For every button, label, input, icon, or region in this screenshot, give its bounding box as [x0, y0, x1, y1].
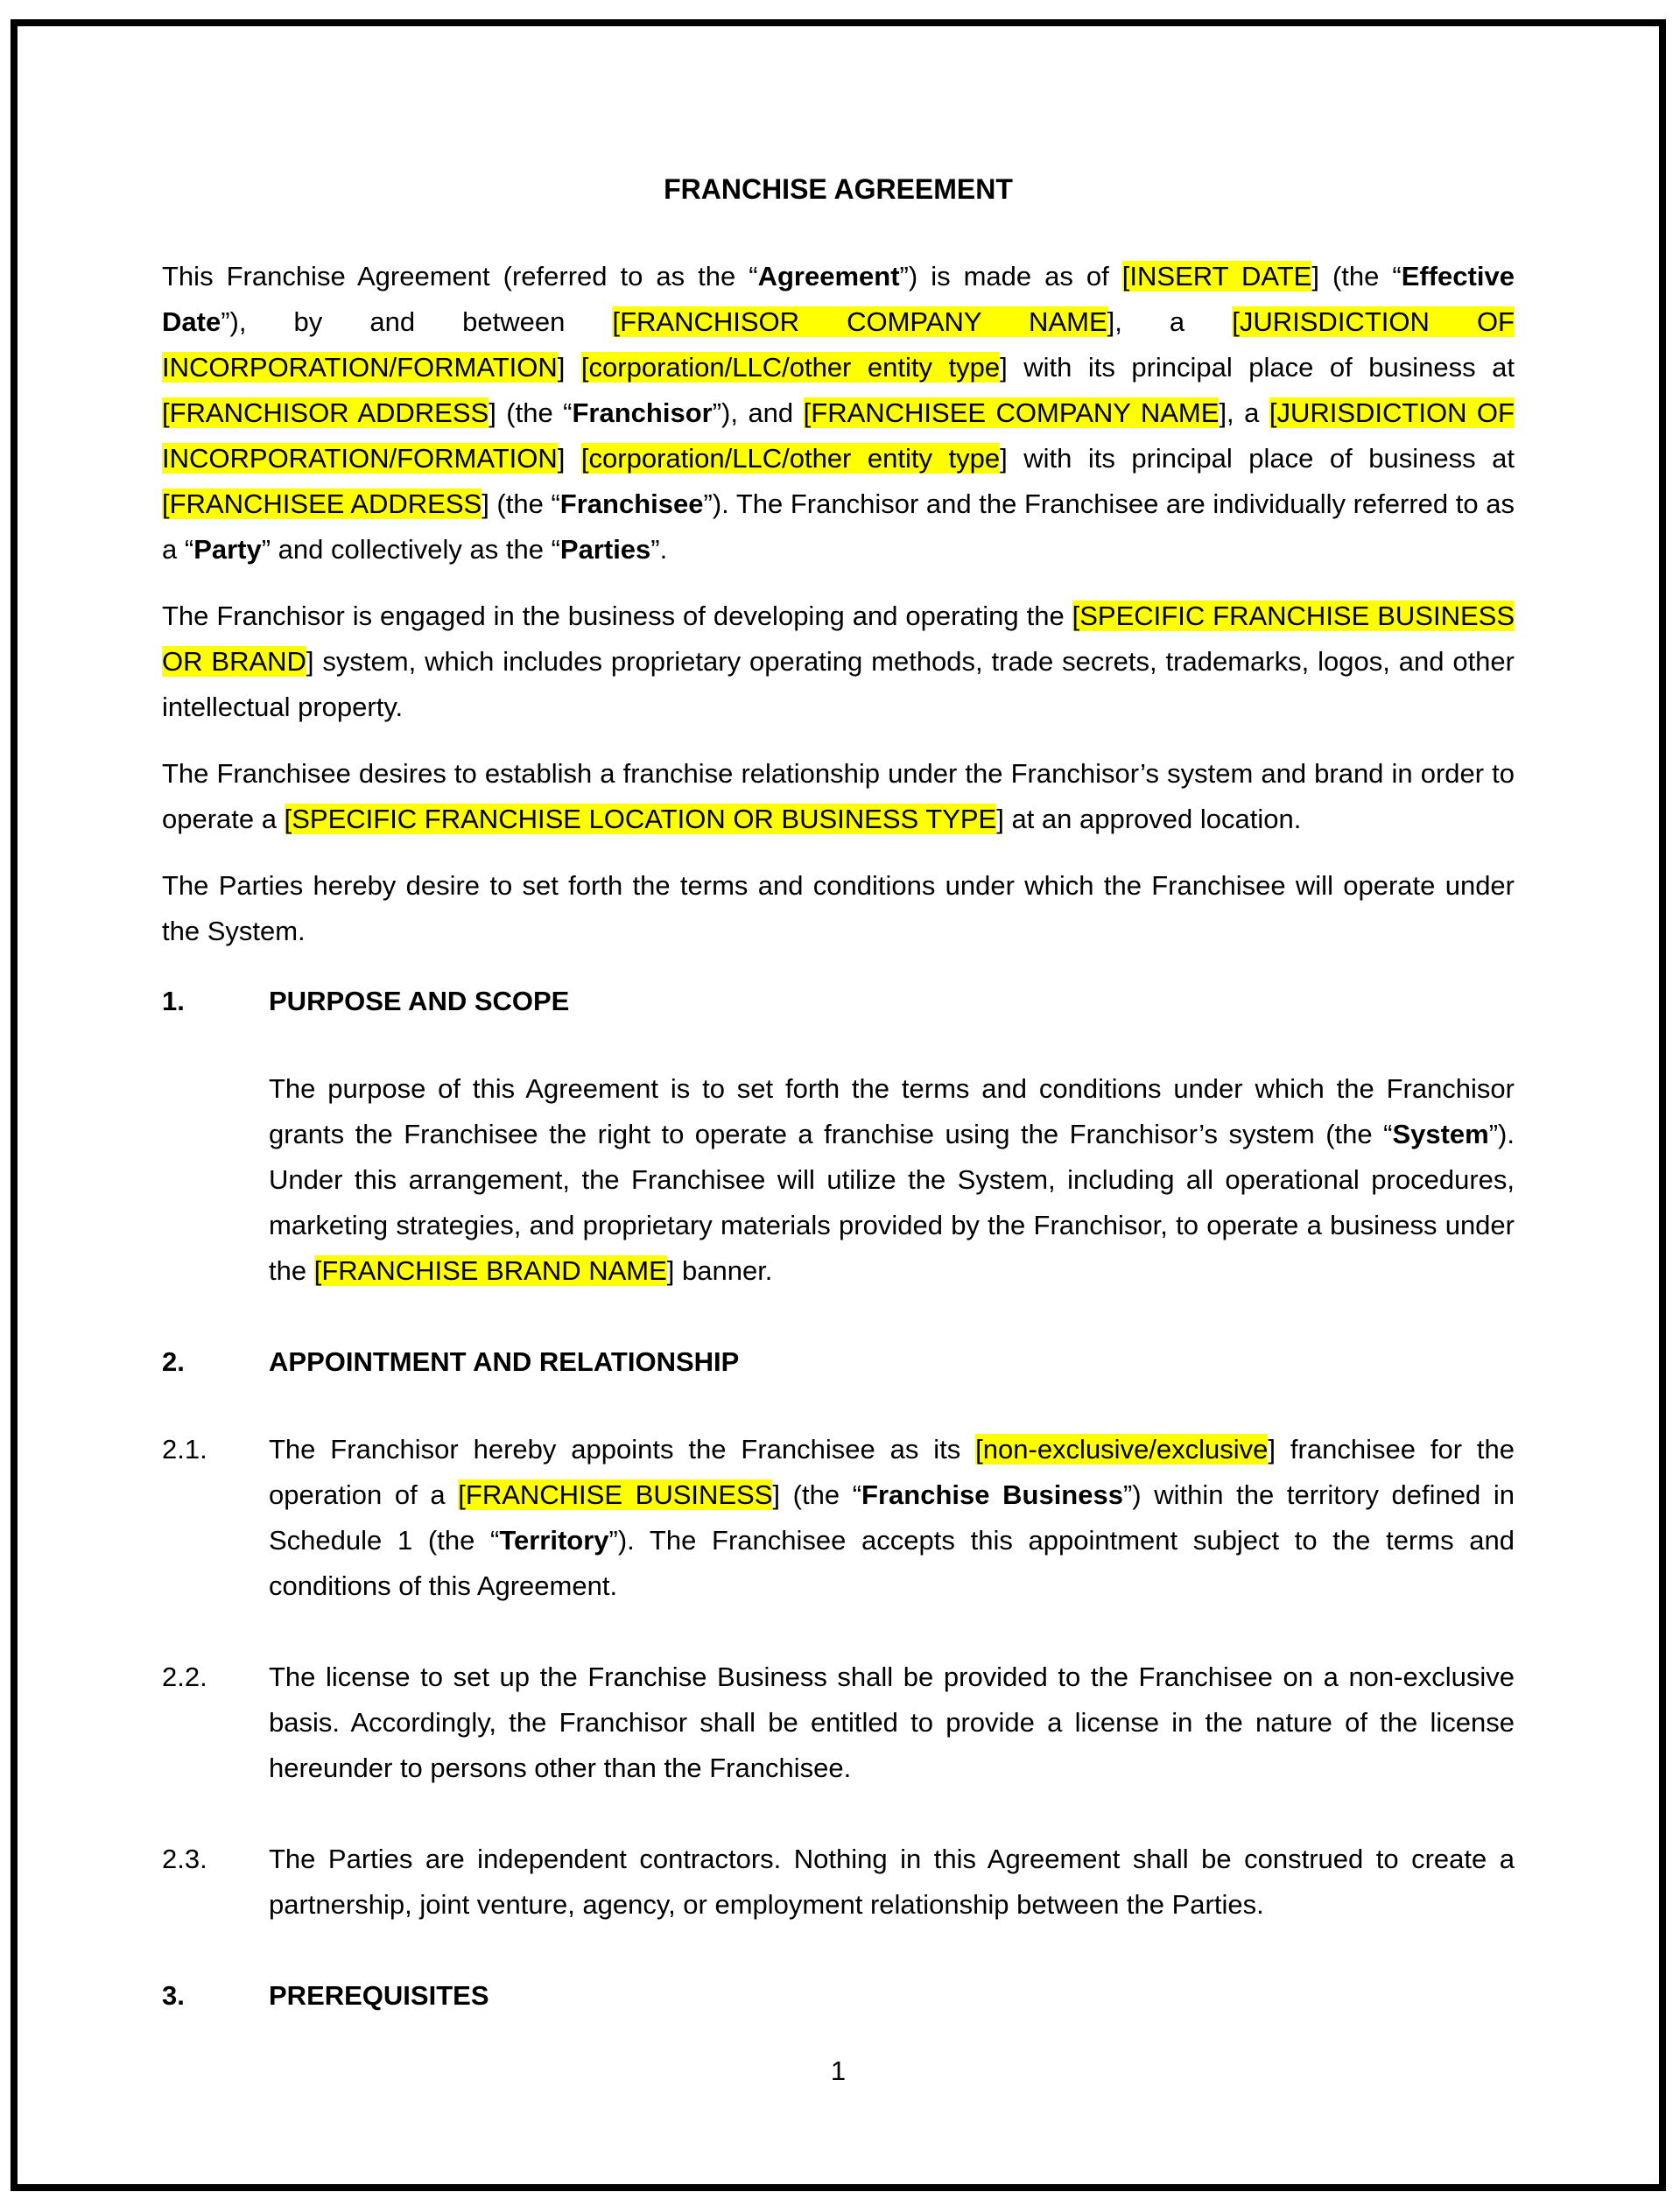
intro-paragraph [162, 594, 1515, 730]
section-title: APPOINTMENT AND RELATIONSHIP [269, 1346, 740, 1377]
highlighted-placeholder: [FRANCHISE BUSINESS [458, 1479, 773, 1510]
intro-paragraphs [162, 254, 1515, 954]
highlighted-placeholder: [SPECIFIC FRANCHISE BUSINESS OR BRAND [162, 601, 1515, 677]
highlighted-placeholder: [FRANCHISEE COMPANY NAME [803, 397, 1220, 428]
text-run: Effective Date [162, 261, 1515, 337]
highlighted-placeholder: [FRANCHISEE ADDRESS [162, 488, 482, 519]
text-run: ] [557, 352, 581, 383]
paragraph-text [269, 1066, 1515, 1294]
intro-paragraph [162, 254, 1515, 573]
highlighted-placeholder: [FRANCHISOR COMPANY NAME [612, 306, 1107, 337]
text-run: Parties [559, 534, 651, 565]
paragraph-number [162, 1066, 269, 1294]
text-run: ], a [1107, 306, 1233, 337]
section-number: 3. [162, 1980, 185, 2011]
text-run: ] (the “ [1311, 261, 1402, 292]
paragraph-number: 2.2. [162, 1662, 207, 1692]
section-paragraph [162, 1066, 1515, 1294]
text-run: ] (the “ [772, 1479, 862, 1510]
text-run: Franchisor [572, 397, 713, 428]
text-run: ] at an approved location. [996, 804, 1302, 834]
text-run: The license to set up the Franchise Business shall be provided to the Franchisee on a non-exclusive basis. Accordingly, the Franchisor shall be entitled to provide a license in the nature of the license hereunder to persons other than the Franchisee. [269, 1662, 1515, 1783]
document-page [11, 19, 1666, 2191]
paragraph-text [269, 1654, 1515, 1791]
text-run: Territory [499, 1525, 609, 1556]
text-run: ], a [1219, 397, 1269, 428]
text-run: ”) within the territory defined in Schedule 1 (the “ [269, 1479, 1515, 1556]
highlighted-placeholder: [non-exclusive/exclusive [975, 1434, 1269, 1465]
paragraph-text [269, 1837, 1515, 1928]
section-heading [162, 979, 1515, 1024]
text-run: ”), and [712, 397, 804, 428]
page-footer [18, 2048, 1659, 2094]
text-run: ”. [650, 534, 668, 565]
text-run: The Franchisor hereby appoints the Franchisee as its [269, 1434, 976, 1465]
text-run: This Franchise Agreement (referred to as the “ [162, 261, 758, 292]
text-run: ] banner. [666, 1255, 773, 1286]
section-paragraph [162, 1837, 1515, 1928]
document-sections [162, 979, 1515, 2019]
text-run: ] (the “ [482, 488, 560, 519]
document-title: FRANCHISE AGREEMENT [664, 173, 1013, 205]
text-run: ”). The Franchisee accepts this appointment subject to the terms and conditions of this Agreement. [269, 1525, 1515, 1601]
highlighted-placeholder: [corporation/LLC/other entity type [580, 443, 1001, 474]
text-run: The Franchisor is engaged in the business of developing and operating the [162, 601, 1072, 631]
highlighted-placeholder: [JURISDICTION OF INCORPORATION/FORMATION [162, 306, 1515, 383]
text-run: ] with its principal place of business at [1000, 352, 1515, 383]
section-number: 2. [162, 1346, 185, 1377]
text-run: ” and collectively as the “ [261, 534, 560, 565]
page-number: 1 [830, 2055, 847, 2086]
highlighted-placeholder: [FRANCHISOR ADDRESS [162, 397, 489, 428]
text-run: Franchise Business [861, 1479, 1123, 1510]
text-run: Agreement [757, 261, 900, 292]
text-run: ] system, which includes proprietary operating methods, trade secrets, trademarks, logos, and other intellectual property. [162, 646, 1515, 722]
text-run: Party [193, 534, 262, 565]
text-run: ] franchisee for the operation of a [269, 1434, 1515, 1510]
text-run: System [1392, 1119, 1489, 1149]
highlighted-placeholder: [SPECIFIC FRANCHISE LOCATION OR BUSINESS TYPE [284, 804, 997, 834]
text-run: The Parties hereby desire to set forth the terms and conditions under which the Franchisee will operate under the System. [162, 870, 1515, 946]
text-run: ”). Under this arrangement, the Franchisee will utilize the System, including all operational procedures, marketing strategies, and proprietary materials provided by the Franchisor, to operate a business under the [269, 1119, 1515, 1286]
text-run: ] (the “ [489, 397, 573, 428]
section-title: PREREQUISITES [269, 1980, 489, 2011]
section-heading [162, 1339, 1515, 1385]
highlighted-placeholder: [JURISDICTION OF INCORPORATION/FORMATION [162, 397, 1515, 474]
section-title: PURPOSE AND SCOPE [269, 986, 570, 1016]
text-run: ”) is made as of [899, 261, 1122, 292]
section-paragraph [162, 1427, 1515, 1609]
section-paragraph [162, 1654, 1515, 1791]
section-number: 1. [162, 986, 185, 1016]
text-run: The Parties are independent contractors. Nothing in this Agreement shall be construed to create a partnership, joint venture, agency, or employment relationship between the Parties. [269, 1844, 1515, 1920]
paragraph-number: 2.3. [162, 1844, 207, 1874]
text-run: ”), by and between [221, 306, 613, 337]
highlighted-placeholder: [corporation/LLC/other entity type [580, 352, 1001, 383]
text-run: ] with its principal place of business at [1000, 443, 1515, 474]
paragraph-text [269, 1427, 1515, 1609]
intro-paragraph [162, 863, 1515, 954]
intro-paragraph [162, 751, 1515, 842]
text-run: The Franchisee desires to establish a franchise relationship under the Franchisor’s system and brand in order to operate a [162, 758, 1515, 834]
text-run: Franchisee [559, 488, 704, 519]
text-run: ] [557, 443, 581, 474]
highlighted-placeholder: [INSERT DATE [1121, 261, 1312, 292]
highlighted-placeholder: [FRANCHISE BRAND NAME [313, 1255, 667, 1286]
text-run: ”). The Franchisor and the Franchisee are individually referred to as a “ [162, 488, 1515, 565]
section-heading [162, 1973, 1515, 2019]
paragraph-number: 2.1. [162, 1434, 207, 1465]
text-run: The purpose of this Agreement is to set forth the terms and conditions under which the Franchisor grants the Franchisee the right to operate a franchise using the Franchisor’s system (the “ [269, 1073, 1515, 1149]
